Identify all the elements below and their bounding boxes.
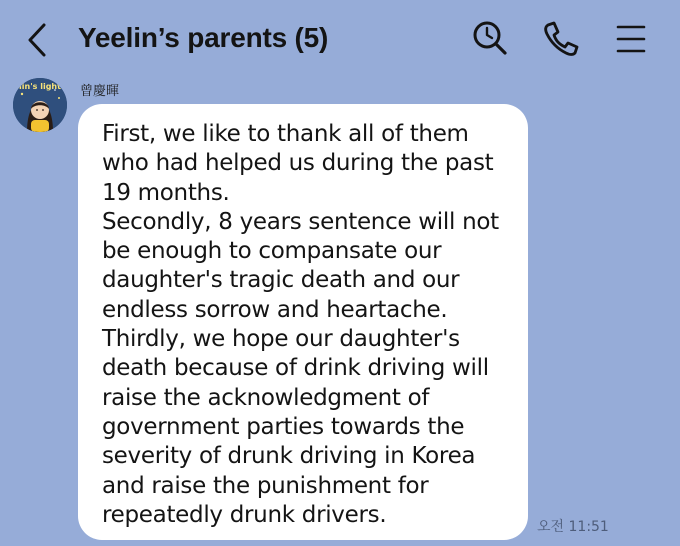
message-text (102, 120, 522, 530)
message-line: raise the acknowledgment of (102, 384, 430, 411)
chat-header (0, 0, 680, 80)
message-line: endless sorrow and heartache. (102, 296, 448, 323)
message-timestamp: 오전 11:51 (537, 519, 609, 535)
message-line: Thirdly, we hope our daughter's (102, 326, 460, 353)
message-line: who had helped us during the past (102, 150, 494, 177)
back-button[interactable] (22, 20, 56, 60)
message-line: Secondly, 8 years sentence will not (102, 208, 499, 235)
message-line: death because of drink driving will (102, 355, 489, 382)
call-button[interactable] (540, 18, 580, 58)
avatar-caption: lin's light (19, 82, 61, 91)
menu-button[interactable] (610, 18, 650, 58)
phone-icon (540, 18, 580, 58)
message-line: be enough to compansate our (102, 238, 442, 265)
sender-avatar[interactable] (13, 78, 67, 132)
sender-name: 曾慶暉 (80, 84, 120, 99)
message-line: and raise the punishment for (102, 472, 429, 499)
search-button[interactable] (470, 18, 510, 58)
message-bubble[interactable] (78, 104, 528, 540)
menu-icon (610, 18, 650, 58)
chat-title: Yeelin’s parents (5) (78, 22, 329, 53)
message-line: repeatedly drunk drivers. (102, 501, 387, 528)
message-line: First, we like to thank all of them (102, 121, 469, 147)
back-chevron-icon (22, 20, 56, 60)
message-line: 19 months. (102, 179, 230, 206)
message-line: daughter's tragic death and our (102, 267, 460, 294)
message-line: severity of drunk driving in Korea (102, 443, 476, 470)
search-icon (470, 18, 510, 58)
message-line: government parties towards the (102, 413, 465, 440)
